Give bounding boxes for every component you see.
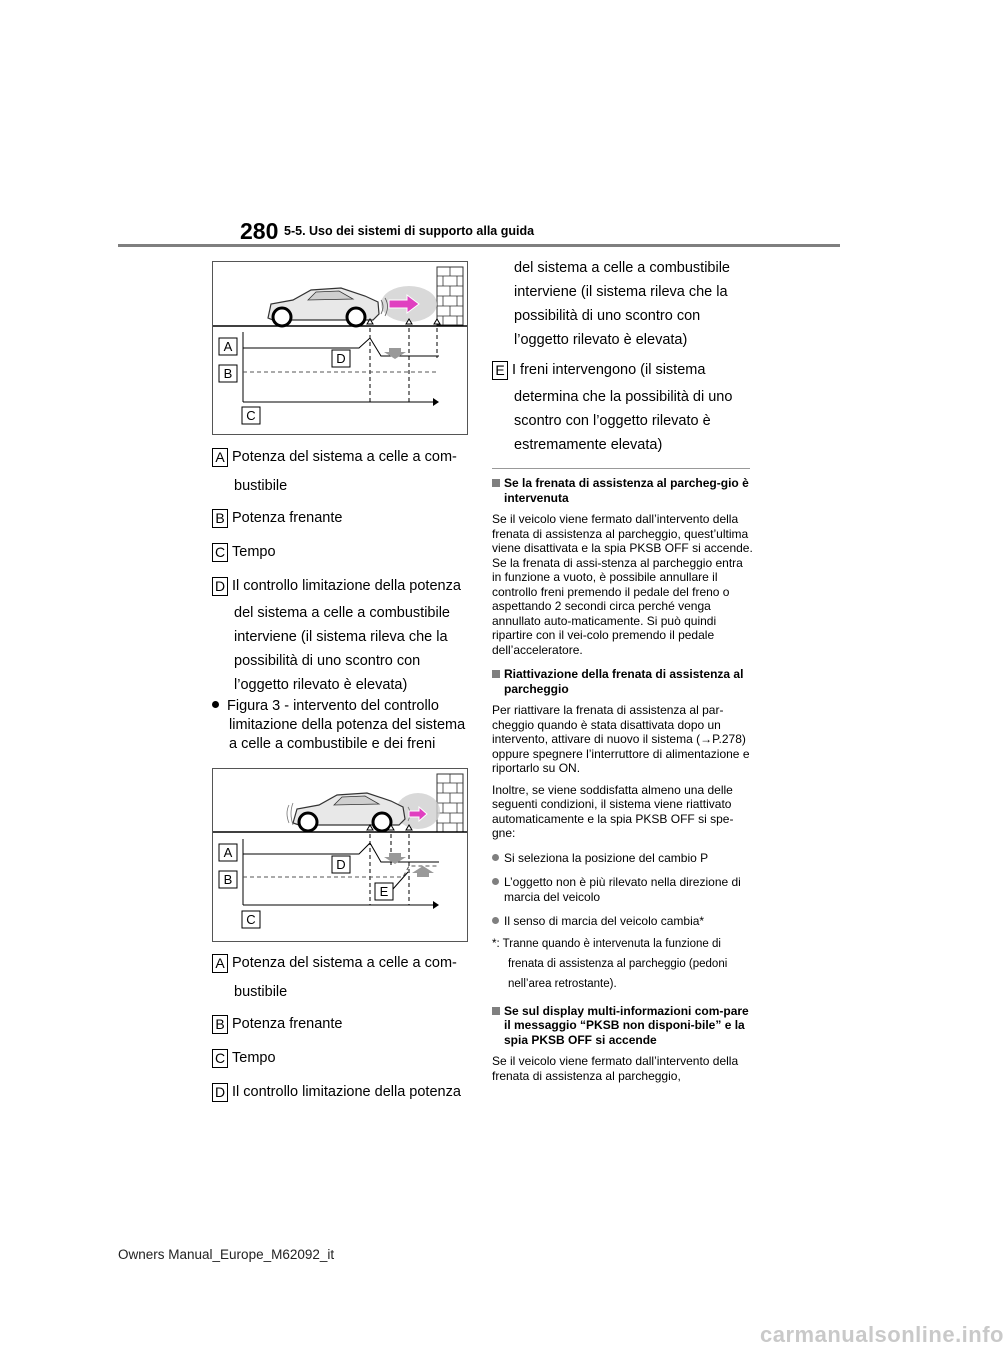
- svg-text:C: C: [246, 408, 256, 423]
- figure-3-bullet: Figura 3 - intervento del controllo limitazione della potenza del sistema a celle a combustibile e dei freni: [212, 697, 472, 754]
- figure-1-label-b: [219, 365, 237, 382]
- figure-2-label-a: [219, 844, 237, 861]
- bullet-dot-icon: [212, 701, 219, 708]
- figure-2-label-b: [219, 871, 237, 888]
- legend-1-d: D Il controllo limitazione della potenza: [212, 574, 482, 598]
- square-bullet-icon: [492, 670, 500, 678]
- svg-text:B: B: [223, 872, 233, 887]
- figure-1-label-c: [242, 407, 260, 424]
- figure-2: [212, 768, 468, 942]
- square-bullet-icon: [492, 479, 500, 487]
- svg-text:D: D: [336, 351, 346, 366]
- figure-1-label-d: [332, 350, 350, 367]
- legend-e: E I freni intervengono (il sistema: [492, 358, 754, 382]
- list-item: L’oggetto non è più rilevato nella direzione di marcia del veicolo: [492, 875, 754, 904]
- legend-2-d: D Il controllo limitazione della potenza: [212, 1080, 482, 1104]
- header-rule: [118, 244, 840, 247]
- section-title: 5-5. Uso dei sistemi di supporto alla guida: [284, 224, 535, 238]
- svg-text:E: E: [379, 884, 389, 899]
- list-item: Si seleziona la posizione del cambio P: [492, 851, 754, 866]
- legend-1-a: A Potenza del sistema a celle a com-: [212, 445, 482, 469]
- figure-2-label-c: [242, 911, 260, 928]
- wall-icon: [437, 774, 463, 832]
- watermark: carmanualsonline.info: [760, 1322, 1004, 1347]
- legend-1-b: B Potenza frenante: [212, 506, 482, 530]
- figure-2-label-e: [375, 883, 393, 900]
- bullet-dot-icon: [492, 878, 499, 885]
- svg-text:D: D: [336, 857, 346, 872]
- svg-text:B: B: [223, 366, 233, 381]
- legend-2-b: B Potenza frenante: [212, 1012, 482, 1036]
- section-heading: Riattivazione della frenata di assistenza al parcheggio: [492, 667, 754, 696]
- bullet-dot-icon: [492, 917, 499, 924]
- svg-text:A: A: [223, 845, 233, 860]
- figure-1: [212, 261, 468, 435]
- figure-2-label-d: [332, 856, 350, 873]
- legend-1: A Potenza del sistema a celle a com- bustibile B Potenza frenante C Tempo D Il controllo limitazione della potenza del sistema a celle a combustibile interviene (il sistema rileva che la possibilità di uno scontro con l’oggetto rilevato è elevata): [212, 445, 482, 697]
- legend-continued: del sistema a celle a combustibile interviene (il sistema rileva che la possibilità di uno scontro con l’oggetto rilevato è elevata) E I freni intervengono (il sistema determina che la possibilità di uno scontro con l’oggetto rilevato è estremamente elevata): [492, 256, 754, 457]
- figure-2-diagram: [213, 769, 467, 941]
- wall-icon: [437, 267, 463, 325]
- svg-text:A: A: [223, 339, 233, 354]
- svg-text:C: C: [246, 912, 256, 927]
- figure-1-diagram: [213, 262, 467, 434]
- square-bullet-icon: [492, 1007, 500, 1015]
- figure-1-label-a: [219, 338, 237, 355]
- page-number: 280: [240, 218, 279, 244]
- section-heading: Se sul display multi-informazioni com-pare il messaggio “PKSB non disponi-bile” e la spia PKSB OFF si accende: [492, 1004, 754, 1048]
- list-item: Il senso di marcia del veicolo cambia*: [492, 914, 754, 929]
- footnote: *: Tranne quando è intervenuta la funzione di frenata di assistenza al parcheggio (pedoni nell’area retrostante).: [492, 937, 728, 990]
- bullet-dot-icon: [492, 854, 499, 861]
- right-column-text: Se la frenata di assistenza al parcheg-gio è intervenuta Se il veicolo viene fermato dall’intervento della frenata di assistenza al parcheggio, quest’ultima viene disattivata e la spia PKSB OFF si accende. Se la frenata di assi-stenza al parcheggio entra in funzione a vuoto, è possibile annullare il controllo freni premendo il pedale del freno o aspettando 2 secondi circa perché venga annullato auto-maticamente. Si può quindi ripartire con il vei-colo premendo il pedale dell’acceleratore. Riattivazione della frenata di assistenza al parcheggio Per riattivare la frenata di assistenza al par-cheggio quando è stata disattivata dopo un intervento, attivare di nuovo il sistema (→P.278) oppure spegnere l’interruttore di alimentazione e riportarlo su ON. Inoltre, se viene soddisfatta almeno una delle seguenti condizioni, il sistema viene riattivato automaticamente e la spia PKSB OFF si spe-gne: Si seleziona la posizione del cambio P L’oggetto non è più rilevato nella direzione di marcia del veicolo Il senso di marcia del veicolo cambia* *: Tranne quando è intervenuta la funzione di frenata di assistenza al parcheggio (pedoni nell’area retrostante). Se sul display multi-informazioni com-pare il messaggio “PKSB non disponi-bile” e la spia PKSB OFF si accende Se il veicolo viene fermato dall’intervento della frenata di assistenza al parcheggio,: [492, 476, 753, 1083]
- section-divider: [492, 468, 750, 469]
- section-heading: Se la frenata di assistenza al parcheg-gio è intervenuta: [492, 476, 754, 505]
- legend-2-a: A Potenza del sistema a celle a com-: [212, 951, 482, 975]
- legend-1-c: C Tempo: [212, 540, 482, 564]
- legend-2: A Potenza del sistema a celle a com- bustibile B Potenza frenante C Tempo D Il controllo limitazione della potenza: [212, 951, 482, 1104]
- legend-2-c: C Tempo: [212, 1046, 482, 1070]
- footer: Owners Manual_Europe_M62092_it: [118, 1247, 335, 1262]
